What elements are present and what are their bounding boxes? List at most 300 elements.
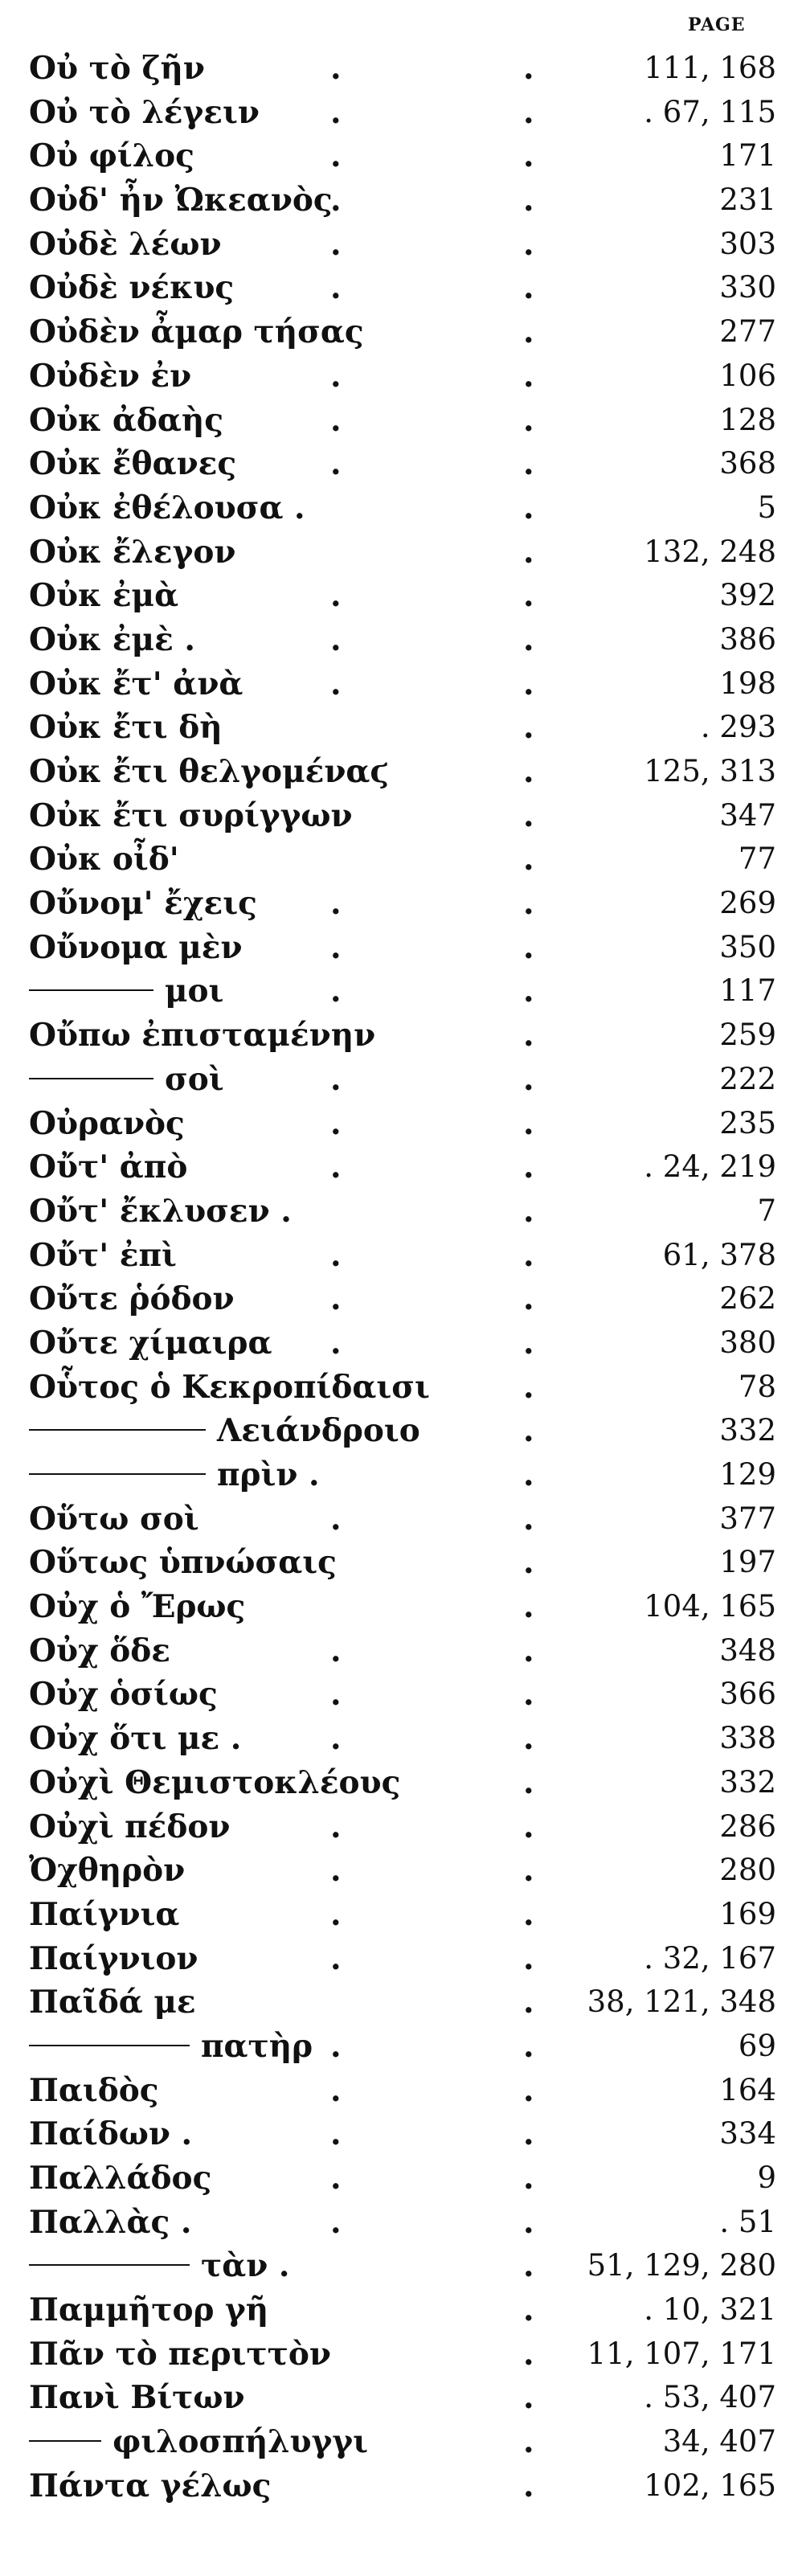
entry-headword bbox=[29, 618, 195, 662]
entry-page-numbers: 348 bbox=[719, 1632, 776, 1668]
leader-dot: . bbox=[523, 1368, 534, 1406]
entry-text: Οὐδ' ἦν Ὠκεανὸς bbox=[29, 182, 333, 219]
index-entry bbox=[29, 706, 776, 750]
entry-text: Παλλὰς . bbox=[29, 2203, 192, 2241]
leader-dot: . bbox=[523, 137, 534, 175]
entry-text: Οὐκ οἶδ' bbox=[29, 841, 179, 878]
ditto-dash bbox=[29, 1429, 206, 1431]
index-entry bbox=[29, 1980, 776, 2025]
index-entry bbox=[29, 750, 776, 794]
leader-dot: . bbox=[523, 1060, 534, 1098]
entry-text: Οὐκ ἔτι δὴ bbox=[29, 709, 223, 747]
leader-dot: . bbox=[523, 1763, 534, 1801]
entry-headword bbox=[29, 1805, 230, 1849]
entry-text: Οὐκ ἐμὰ bbox=[29, 577, 179, 615]
leader-dot: . bbox=[523, 2027, 534, 2065]
index-entry bbox=[29, 1409, 776, 1453]
entry-page-numbers: 9 bbox=[757, 2160, 776, 2195]
leader-dot: . bbox=[523, 2160, 534, 2197]
entry-text: Οὐ φίλος bbox=[29, 137, 194, 175]
index-entry bbox=[29, 47, 776, 91]
ditto-dash bbox=[29, 1078, 153, 1079]
index-entry bbox=[29, 618, 776, 662]
leader-dot: . bbox=[523, 225, 534, 263]
index-entry bbox=[29, 530, 776, 575]
index-entry bbox=[29, 1673, 776, 1717]
leader-dot: . bbox=[330, 1939, 342, 1977]
entry-text: Οὐδὲ νέκυς bbox=[29, 269, 235, 307]
leader-dot: . bbox=[330, 50, 342, 87]
leader-dot: . bbox=[523, 50, 534, 87]
entry-text: Οὐχ ὅτι με . bbox=[29, 1720, 242, 1758]
entry-headword bbox=[29, 223, 222, 267]
entry-text: φιλοσπήλυγγι bbox=[113, 2423, 368, 2461]
entry-page-numbers: 61, 378 bbox=[662, 1237, 776, 1272]
index-entry bbox=[29, 486, 776, 530]
index-entry bbox=[29, 1366, 776, 1410]
entry-text: Οὐκ ἐμὲ . bbox=[29, 620, 195, 658]
entry-text: Οὐκ ἔτι συρίγγων bbox=[29, 797, 353, 834]
leader-dot: . bbox=[523, 2467, 534, 2504]
entry-page-numbers: . 32, 167 bbox=[644, 1940, 776, 1976]
ditto-dash bbox=[29, 989, 153, 991]
entry-text: Οὐκ ἔλεγον bbox=[29, 533, 236, 571]
entry-headword bbox=[29, 1937, 198, 1981]
index-entry bbox=[29, 1058, 776, 1102]
entry-page-numbers: 338 bbox=[719, 1721, 776, 1756]
index-entry bbox=[29, 2288, 776, 2332]
entry-page-numbers: 169 bbox=[719, 1896, 776, 1931]
entry-headword bbox=[29, 2244, 289, 2288]
entry-text: Παλλάδος bbox=[29, 2160, 212, 2197]
entry-text: Οὐ τὸ λέγειν bbox=[29, 93, 260, 131]
entry-headword bbox=[29, 574, 178, 618]
leader-dot: . bbox=[523, 1852, 534, 1890]
leader-dot: . bbox=[330, 1632, 342, 1669]
entry-text: Οὐχὶ πέδον bbox=[29, 1808, 231, 1845]
leader-dot: . bbox=[330, 1324, 342, 1362]
index-entry bbox=[29, 574, 776, 618]
index-entry bbox=[29, 1717, 776, 1761]
ditto-dash bbox=[29, 1473, 206, 1475]
leader-dot: . bbox=[523, 841, 534, 878]
entry-page-numbers: 132, 248 bbox=[644, 534, 776, 569]
leader-dot: . bbox=[523, 313, 534, 351]
leader-dot: . bbox=[523, 2335, 534, 2373]
entry-page-numbers: 222 bbox=[719, 1061, 776, 1096]
index-entry bbox=[29, 882, 776, 926]
entry-headword bbox=[29, 750, 389, 794]
entry-headword bbox=[29, 1277, 235, 1321]
ditto-dash bbox=[29, 2045, 190, 2046]
leader-dot: . bbox=[330, 973, 342, 1010]
entry-page-numbers: 350 bbox=[719, 929, 776, 964]
leader-dot: . bbox=[523, 445, 534, 483]
leader-dot: . bbox=[523, 577, 534, 615]
index-entry bbox=[29, 2025, 776, 2069]
entry-text: Οὐδὲν ἐν bbox=[29, 357, 192, 395]
leader-dot: . bbox=[330, 2203, 342, 2241]
index-entry bbox=[29, 1234, 776, 1278]
entry-headword bbox=[29, 1234, 177, 1278]
leader-dot: . bbox=[523, 753, 534, 790]
index-entry bbox=[29, 1190, 776, 1234]
index-entry bbox=[29, 354, 776, 399]
ditto-dash bbox=[29, 2440, 101, 2442]
entry-page-numbers: 277 bbox=[719, 314, 776, 350]
index-entry bbox=[29, 2420, 776, 2464]
entry-page-numbers: 104, 165 bbox=[644, 1589, 776, 1624]
entry-headword bbox=[29, 838, 179, 882]
leader-dot: . bbox=[330, 401, 342, 439]
leader-dot: . bbox=[330, 1676, 342, 1714]
entry-page-numbers: 392 bbox=[719, 578, 776, 613]
entry-text: Οὐδὲ λέων bbox=[29, 225, 222, 263]
entry-page-numbers: 78 bbox=[738, 1369, 776, 1404]
entry-text: Οὐχὶ Θεμιστοκλέους bbox=[29, 1763, 401, 1801]
entry-headword bbox=[29, 2376, 245, 2420]
leader-dot: . bbox=[523, 1808, 534, 1845]
entry-text: Οὐκ ἀδαὴς bbox=[29, 401, 223, 439]
leader-dot: . bbox=[523, 357, 534, 395]
entry-text: Οὐκ ἔθανες bbox=[29, 445, 237, 483]
leader-dot: . bbox=[523, 1544, 534, 1582]
leader-dot: . bbox=[523, 1984, 534, 2021]
leader-dot: . bbox=[330, 269, 342, 307]
entry-text: Οὔπω ἐπισταμένην bbox=[29, 1017, 376, 1055]
leader-dot: . bbox=[523, 1236, 534, 1274]
leader-dot: . bbox=[523, 1895, 534, 1933]
entry-text: Οὐχ ὁσίως bbox=[29, 1676, 218, 1714]
entry-text: Οὐχ ὁ Ἔρως bbox=[29, 1588, 246, 1626]
entry-text: Πάντα γέλως bbox=[29, 2467, 272, 2504]
entry-headword bbox=[29, 1409, 420, 1453]
index-entry bbox=[29, 1761, 776, 1805]
entry-headword bbox=[29, 2332, 331, 2377]
leader-dot: . bbox=[330, 182, 342, 219]
entry-headword bbox=[29, 2464, 271, 2508]
entry-page-numbers: 106 bbox=[719, 358, 776, 393]
entry-text: Ὀχθηρὸν bbox=[29, 1852, 186, 1890]
entry-page-numbers: . 51 bbox=[719, 2204, 776, 2239]
index-entry bbox=[29, 178, 776, 223]
index-entry bbox=[29, 1453, 776, 1497]
entry-page-numbers: 269 bbox=[719, 886, 776, 921]
leader-dot: . bbox=[523, 1192, 534, 1230]
leader-dot: . bbox=[330, 445, 342, 483]
index-entry bbox=[29, 2376, 776, 2420]
entry-headword bbox=[29, 1629, 170, 1673]
entry-text: Οὔτ' ἐπὶ bbox=[29, 1236, 177, 1274]
entry-text: σοὶ bbox=[165, 1060, 224, 1098]
leader-dot: . bbox=[523, 2247, 534, 2285]
entry-headword bbox=[29, 1190, 292, 1234]
entry-headword bbox=[29, 1761, 400, 1805]
entry-page-numbers: 262 bbox=[719, 1281, 776, 1317]
entry-headword bbox=[29, 1849, 185, 1893]
entry-headword bbox=[29, 2156, 211, 2201]
leader-dot: . bbox=[330, 665, 342, 702]
entry-text: Παμμῆτορ γῆ bbox=[29, 2291, 269, 2329]
entry-page-numbers: 164 bbox=[719, 2072, 776, 2107]
entry-page-numbers: 125, 313 bbox=[644, 754, 776, 788]
leader-dot: . bbox=[523, 928, 534, 966]
entry-headword bbox=[29, 662, 243, 706]
entry-text: τὰν . bbox=[201, 2247, 290, 2285]
entry-headword bbox=[29, 354, 191, 399]
entry-headword bbox=[29, 1145, 187, 1190]
index-entry bbox=[29, 1805, 776, 1849]
index-entry bbox=[29, 1321, 776, 1366]
index-entry bbox=[29, 2201, 776, 2245]
entry-text: πατὴρ bbox=[201, 2027, 313, 2065]
index-entry bbox=[29, 662, 776, 706]
index-entry bbox=[29, 1145, 776, 1190]
entry-headword bbox=[29, 2288, 268, 2332]
leader-dot: . bbox=[523, 1456, 534, 1493]
leader-dot: . bbox=[523, 1149, 534, 1186]
entry-headword bbox=[29, 1497, 199, 1542]
entry-headword bbox=[29, 1058, 224, 1102]
leader-dot: . bbox=[523, 1324, 534, 1362]
entry-text: Οὔνομα μὲν bbox=[29, 928, 243, 966]
entry-text: Παιδὸς bbox=[29, 2071, 159, 2109]
leader-dot: . bbox=[523, 1104, 534, 1142]
entry-headword bbox=[29, 47, 205, 91]
leader-dot: . bbox=[523, 620, 534, 658]
leader-dot: . bbox=[523, 665, 534, 702]
entry-page-numbers: . 67, 115 bbox=[644, 94, 776, 129]
leader-dot: . bbox=[523, 2071, 534, 2109]
leader-dot: . bbox=[523, 182, 534, 219]
leader-dot: . bbox=[523, 885, 534, 923]
entry-page-numbers: 129 bbox=[719, 1457, 776, 1492]
entry-page-numbers: 34, 407 bbox=[662, 2424, 776, 2459]
entry-headword bbox=[29, 178, 333, 223]
index-entry bbox=[29, 1102, 776, 1146]
entry-page-numbers: 7 bbox=[757, 1193, 776, 1228]
index-entry bbox=[29, 969, 776, 1014]
entry-headword bbox=[29, 2420, 368, 2464]
leader-dot: . bbox=[330, 1236, 342, 1274]
entry-page-numbers: 198 bbox=[719, 666, 776, 701]
entry-text: Παίδων . bbox=[29, 2115, 193, 2153]
leader-dot: . bbox=[523, 2423, 534, 2461]
index-entry bbox=[29, 2069, 776, 2113]
entry-text: Οὕτως ὑπνώσαις bbox=[29, 1544, 337, 1582]
entry-headword bbox=[29, 1717, 241, 1761]
entry-page-numbers: 366 bbox=[719, 1677, 776, 1712]
index-entry bbox=[29, 926, 776, 970]
leader-dot: . bbox=[330, 2071, 342, 2109]
entry-text: Οὔτε χίμαιρα bbox=[29, 1324, 272, 1362]
entry-page-numbers: 386 bbox=[719, 621, 776, 657]
entry-text: μοι bbox=[165, 973, 224, 1010]
entry-page-numbers: 231 bbox=[719, 182, 776, 218]
entry-text: Παῖδά με bbox=[29, 1984, 196, 2021]
leader-dot: . bbox=[523, 2203, 534, 2241]
leader-dot: . bbox=[523, 1017, 534, 1055]
leader-dot: . bbox=[523, 401, 534, 439]
leader-dot: . bbox=[523, 709, 534, 747]
leader-dot: . bbox=[330, 93, 342, 131]
index-entry bbox=[29, 1849, 776, 1893]
index-entry bbox=[29, 399, 776, 443]
entry-headword bbox=[29, 2025, 313, 2069]
index-entry bbox=[29, 1497, 776, 1542]
leader-dot: . bbox=[523, 93, 534, 131]
page-column-label: PAGE bbox=[688, 14, 746, 35]
entry-page-numbers: 38, 121, 348 bbox=[587, 1984, 776, 2020]
leader-dot: . bbox=[523, 1720, 534, 1758]
entry-page-numbers: 111, 168 bbox=[644, 51, 776, 85]
leader-dot: . bbox=[523, 489, 534, 526]
entry-text: Οὐδὲν ἆμαρ τήσας bbox=[29, 313, 364, 351]
index-entry bbox=[29, 1277, 776, 1321]
index-entry bbox=[29, 310, 776, 354]
entry-text: Οὐκ ἐθέλουσα . bbox=[29, 489, 305, 526]
entry-page-numbers: 128 bbox=[719, 402, 776, 437]
entry-page-numbers: 171 bbox=[719, 138, 776, 174]
leader-dot: . bbox=[330, 225, 342, 263]
entry-text: Οὐ τὸ ζῆν bbox=[29, 50, 205, 87]
entry-headword bbox=[29, 1980, 196, 2025]
index-entry bbox=[29, 442, 776, 486]
leader-dot: . bbox=[330, 1060, 342, 1098]
entry-text: Οὕτω σοὶ bbox=[29, 1500, 199, 1538]
index-entry bbox=[29, 794, 776, 838]
leader-dot: . bbox=[523, 973, 534, 1010]
leader-dot: . bbox=[330, 1149, 342, 1186]
index-entries bbox=[29, 47, 776, 2508]
leader-dot: . bbox=[330, 2115, 342, 2153]
entry-headword bbox=[29, 442, 236, 486]
leader-dot: . bbox=[523, 1588, 534, 1626]
entry-page-numbers: 5 bbox=[757, 489, 776, 525]
entry-text: Πᾶν τὸ περιττὸν bbox=[29, 2335, 331, 2373]
leader-dot: . bbox=[330, 1808, 342, 1845]
leader-dot: . bbox=[330, 1500, 342, 1538]
index-entry bbox=[29, 266, 776, 310]
entry-headword bbox=[29, 1366, 430, 1410]
entry-page-numbers: 334 bbox=[719, 2116, 776, 2152]
entry-page-numbers: 69 bbox=[738, 2028, 776, 2063]
entry-page-numbers: 51, 129, 280 bbox=[587, 2248, 776, 2283]
entry-page-numbers: 286 bbox=[719, 1808, 776, 1844]
entry-headword bbox=[29, 1102, 185, 1146]
entry-headword bbox=[29, 1014, 375, 1058]
entry-headword bbox=[29, 706, 223, 750]
entry-headword bbox=[29, 1585, 245, 1629]
index-entry bbox=[29, 2112, 776, 2156]
entry-text: Οὐκ ἔτι θελγομέναϛ bbox=[29, 753, 390, 790]
leader-dot: . bbox=[523, 797, 534, 834]
leader-dot: . bbox=[330, 1280, 342, 1318]
leader-dot: . bbox=[330, 620, 342, 658]
entry-headword bbox=[29, 266, 234, 310]
index-entry bbox=[29, 223, 776, 267]
entry-headword bbox=[29, 1541, 337, 1585]
entry-headword bbox=[29, 1453, 320, 1497]
entry-page-numbers: 330 bbox=[719, 270, 776, 305]
entry-text: Οὔτ' ἀπὸ bbox=[29, 1149, 188, 1186]
index-entry bbox=[29, 2332, 776, 2377]
entry-text: Παίγνια bbox=[29, 1895, 180, 1933]
entry-text: Παίγνιον bbox=[29, 1939, 198, 1977]
index-entry bbox=[29, 1629, 776, 1673]
index-entry bbox=[29, 1014, 776, 1058]
index-entry bbox=[29, 1937, 776, 1981]
leader-dot: . bbox=[330, 928, 342, 966]
index-entry bbox=[29, 1541, 776, 1585]
entry-page-numbers: 280 bbox=[719, 1853, 776, 1888]
entry-text: Οὔτ' ἔκλυσεν . bbox=[29, 1192, 292, 1230]
index-entry bbox=[29, 2156, 776, 2201]
index-entry bbox=[29, 1893, 776, 1937]
entry-page-numbers: 235 bbox=[719, 1105, 776, 1141]
leader-dot: . bbox=[523, 1939, 534, 1977]
leader-dot: . bbox=[523, 1500, 534, 1538]
index-entry bbox=[29, 91, 776, 135]
entry-headword bbox=[29, 1321, 272, 1366]
leader-dot: . bbox=[330, 2027, 342, 2065]
leader-dot: . bbox=[523, 1676, 534, 1714]
leader-dot: . bbox=[330, 2160, 342, 2197]
entry-headword bbox=[29, 2201, 191, 2245]
index-entry bbox=[29, 2244, 776, 2288]
leader-dot: . bbox=[523, 1412, 534, 1450]
entry-headword bbox=[29, 969, 223, 1014]
entry-page-numbers: 347 bbox=[719, 797, 776, 833]
entry-text: Λειάνδροιο bbox=[217, 1412, 420, 1450]
entry-page-numbers: . 10, 321 bbox=[644, 2292, 776, 2328]
leader-dot: . bbox=[523, 1632, 534, 1669]
entry-headword bbox=[29, 1673, 218, 1717]
leader-dot: . bbox=[523, 2291, 534, 2329]
leader-dot: . bbox=[330, 1720, 342, 1758]
leader-dot: . bbox=[523, 2115, 534, 2153]
entry-page-numbers: 102, 165 bbox=[644, 2467, 776, 2503]
entry-text: Οὐρανὸς bbox=[29, 1104, 185, 1142]
leader-dot: . bbox=[330, 357, 342, 395]
leader-dot: . bbox=[330, 577, 342, 615]
leader-dot: . bbox=[330, 885, 342, 923]
entry-page-numbers: 77 bbox=[738, 842, 776, 877]
entry-text: Πανὶ Βίτων bbox=[29, 2379, 245, 2417]
entry-headword bbox=[29, 486, 305, 530]
entry-text: Οὗτος ὁ Κεκροπίδαισι bbox=[29, 1368, 430, 1406]
entry-page-numbers: 11, 107, 171 bbox=[587, 2336, 776, 2371]
entry-page-numbers: 332 bbox=[719, 1764, 776, 1800]
entry-headword bbox=[29, 794, 353, 838]
index-entry bbox=[29, 1585, 776, 1629]
entry-headword bbox=[29, 530, 235, 575]
entry-headword bbox=[29, 2069, 158, 2113]
entry-headword bbox=[29, 91, 260, 135]
ditto-dash bbox=[29, 2264, 190, 2266]
entry-page-numbers: . 53, 407 bbox=[644, 2380, 776, 2415]
leader-dot: . bbox=[523, 2379, 534, 2417]
entry-text: Οὐχ ὅδε bbox=[29, 1632, 170, 1669]
entry-page-numbers: 368 bbox=[719, 446, 776, 481]
entry-headword bbox=[29, 310, 364, 354]
entry-headword bbox=[29, 926, 243, 970]
entry-headword bbox=[29, 1893, 179, 1937]
leader-dot: . bbox=[523, 269, 534, 307]
entry-page-numbers: 332 bbox=[719, 1413, 776, 1448]
entry-text: πρὶν . bbox=[217, 1456, 320, 1493]
index-entry bbox=[29, 134, 776, 178]
